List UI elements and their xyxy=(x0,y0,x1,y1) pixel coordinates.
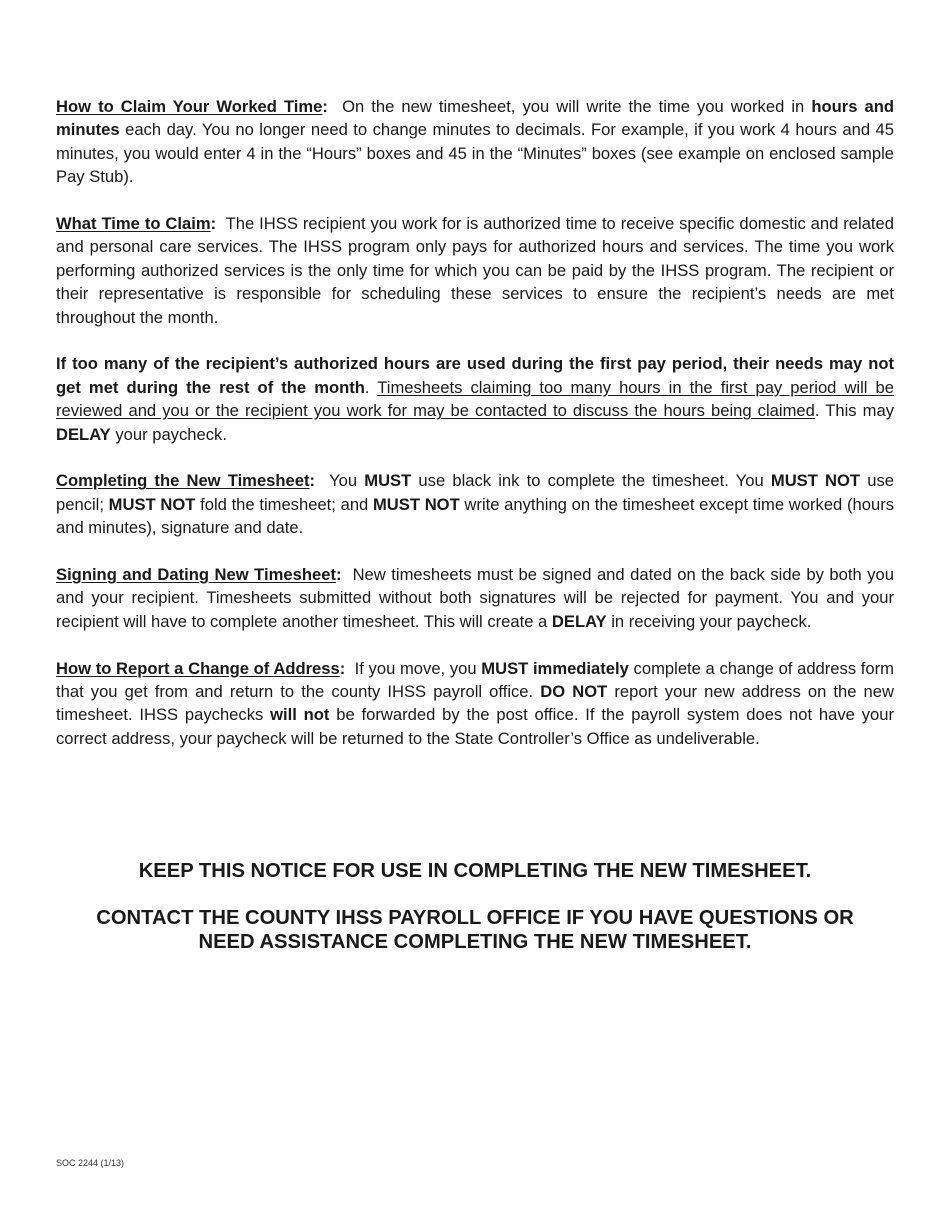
completing-timesheet-paragraph: Completing the New Timesheet: You MUST use black ink to complete the timesheet. You MUST NOT use pencil; MUST NOT fold the timesheet; and MUST NOT write anything on the timesheet except time worked (hours and minutes), signature and date. xyxy=(56,471,895,538)
what-time-heading: What Time to Claim xyxy=(56,214,211,234)
claim-time-paragraph: How to Claim Your Worked Time: On the new timesheet, you will write the time you worked in hours and minutes each day. You no longer need to change minutes to decimals. For example, if you work 4 hours and 45 minutes, you would enter 4 in the “Hours” boxes and 45 in the “Minutes” boxes (see example on enclosed sample Pay Stub). xyxy=(56,97,894,187)
change-address-paragraph: How to Report a Change of Address: If you move, you MUST immediately complete a change of address form that you get from and return to the county IHSS payroll office. DO NOT report your new address on the new timesheet. IHSS paychecks will not be forwarded by the post office. If the payroll system does not have your correct address, your paycheck will be returned to the State Controller’s Office as undeliverable. xyxy=(56,658,894,748)
signing-dating-heading: Signing and Dating New Timesheet xyxy=(56,565,336,585)
contact-notice: CONTACT THE COUNTY IHSS PAYROLL OFFICE IF YOU HAVE QUESTIONS OR NEED ASSISTANCE COMPLETING THE NEW TIMESHEET. xyxy=(96,907,854,953)
keep-notice: KEEP THIS NOTICE FOR USE IN COMPLETING THE NEW TIMESHEET. xyxy=(138,860,812,882)
too-many-hours-warning: If too many of the recipient’s authorized hours are used during the first pay period, their needs may not get met during the rest of the month xyxy=(56,354,894,397)
form-number: SOC 2244 (1/13) xyxy=(56,1158,125,1168)
claim-time-heading: How to Claim Your Worked Time xyxy=(56,97,323,116)
completing-timesheet-heading: Completing the New Timesheet xyxy=(56,471,310,491)
review-notice: Timesheets claiming too many hours in the first pay period will be reviewed and you or the recipient you work for may be contacted to discuss the hours being claimed xyxy=(56,377,894,421)
what-time-paragraph: What Time to Claim: The IHSS recipient you work for is authorized time to receive specific domestic and related and personal care services. The IHSS program only pays for authorized hours and services. The time you work performing authorized services is the only time for which you can be paid by the IHSS program. The recipient or their representative is responsible for scheduling these services to ensure the recipient’s needs are met throughout the month. xyxy=(56,214,895,327)
document-body xyxy=(56,95,894,774)
change-address-heading: How to Report a Change of Address xyxy=(56,658,340,678)
too-many-hours-paragraph: If too many of the recipient’s authorized hours are used during the first pay period, their needs may not get met during the rest of the month. Timesheets claiming too many hours in the first pay period will be reviewed and you or the recipient you work for may be contacted to discuss the hours being claimed. This may DELAY your paycheck. xyxy=(56,354,894,444)
important-notices xyxy=(56,859,894,977)
signing-dating-paragraph: Signing and Dating New Timesheet: New timesheets must be signed and dated on the back side by both you and your recipient. Timesheets submitted without both signatures will be rejected for payment. You and your recipient will have to complete another timesheet. This will create a DELAY in receiving your paycheck. xyxy=(56,565,894,631)
